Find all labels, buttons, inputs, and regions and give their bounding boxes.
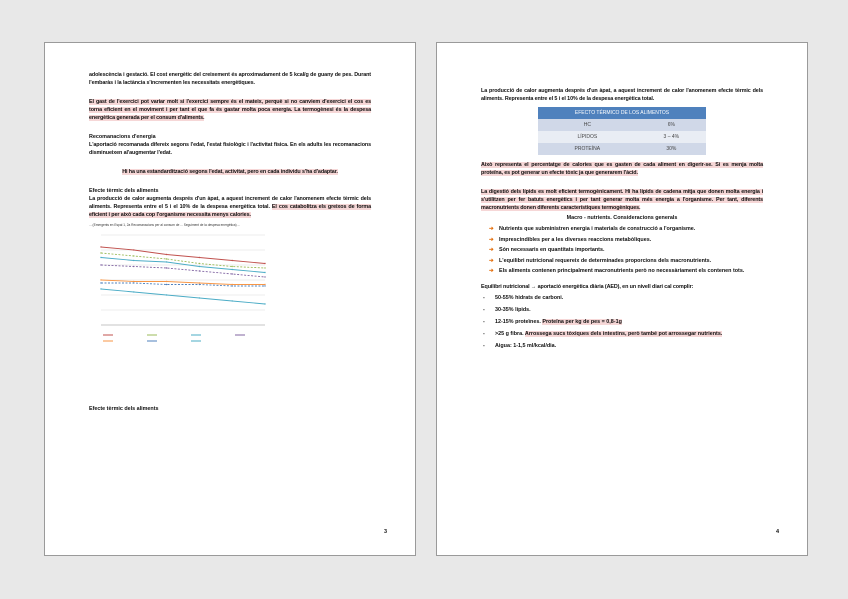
chart-point — [133, 291, 134, 292]
page-content — [89, 71, 371, 413]
list-item-text: Són necessaris en quantitats importants. — [499, 247, 605, 253]
arrow-bullet-icon: ➔ — [489, 247, 494, 253]
chart-series-line — [101, 289, 265, 304]
chart-point — [264, 267, 265, 268]
dash-bullet-icon: - — [483, 319, 485, 325]
arrow-bullet-icon: ➔ — [489, 226, 494, 232]
table-row — [538, 143, 706, 155]
chart-point — [133, 260, 134, 261]
list-item — [489, 257, 763, 265]
chart-point — [232, 273, 233, 274]
table-cell-value: 3 – 4% — [637, 131, 706, 143]
document-page-left — [44, 42, 416, 556]
list-item-text: Nutrients que subministren energia i materials de construcció a l'organisme. — [499, 226, 696, 232]
dash-bullet-icon: - — [483, 331, 485, 337]
list-item — [483, 318, 763, 326]
chart-point — [100, 246, 101, 247]
document-page-right — [436, 42, 808, 556]
chart-point — [199, 270, 200, 271]
table-cell-value: 30% — [637, 143, 706, 155]
chart-grid — [101, 235, 265, 325]
chart-point — [166, 267, 167, 268]
list-item-text: L'equilibri nutricional requereix de determinades proporcions dels macronutrients. — [499, 257, 712, 264]
paragraph-recommendations: L'aportació recomanada difereix segons l'edat, l'estat fisiològic i l'activitat física. En els adults les recomanacions disminueixen al'augmentar l'edat. — [89, 142, 371, 156]
list-item-highlight: Proteïna per kg de pes = 0,8-1g — [542, 319, 622, 325]
balance-list — [481, 294, 763, 350]
dash-bullet-icon: - — [483, 343, 485, 349]
list-item — [489, 236, 763, 244]
list-item-text: >25 g fibra. — [495, 331, 525, 337]
thermal-effect-table — [538, 107, 706, 155]
paragraph-exercise-highlight: El gast de l'exercici pot variar molt si l'exercici sempre és el mateix, perquè si no canviem d'exercici el cos es torna eficient en el moviment i per tant el que fa és gastar molta poca energia. La termogènesi és la despesa energètica generada per el consum d'aliments. — [89, 99, 371, 121]
table-header: EFECTO TÉRMICO DE LOS ALIMENTOS — [538, 107, 706, 119]
chart-point — [199, 282, 200, 283]
chart-point — [166, 284, 167, 285]
heading-macronutrients: Macro - nutrients. Consideracions generals — [566, 215, 678, 221]
chart-point — [264, 276, 265, 277]
chart-point — [133, 282, 134, 283]
chart-point — [100, 288, 101, 289]
arrow-bullet-icon: ➔ — [489, 257, 494, 264]
heading-recommendations: Recomanacions d'energia — [89, 134, 156, 140]
table-cell-label: PROTEÍNA — [538, 143, 637, 155]
chart-point — [232, 266, 233, 267]
page-content — [481, 87, 763, 354]
heading-thermal-effect: Efecte tèrmic dels aliments — [89, 188, 159, 194]
chart-point — [199, 266, 200, 267]
dash-bullet-icon: - — [483, 307, 485, 313]
chart-point — [232, 284, 233, 285]
chart-point — [100, 252, 101, 253]
chart-point — [232, 260, 233, 261]
thermal-effect-text: La producció de calor augmenta després d'un àpat, a aquest increment de calor l'anomenem efecte tèrmic dels aliments. Representa entre el 5 i el 10% de la despesa energètica total. — [89, 196, 371, 210]
chart-point — [166, 294, 167, 295]
chart-point — [264, 303, 265, 304]
chart-point — [100, 279, 101, 280]
chart-lines — [100, 246, 265, 304]
chart-point — [232, 300, 233, 301]
paragraph-calories-highlight: Això representa el percentatge de calories que es gasten de cada aliment en digerir-se. Si es menja molta proteïna, es pot generar un efecte tòxic ja que generarem l'àcid. — [481, 162, 763, 176]
page-number: 3 — [383, 529, 387, 535]
list-item-text: Imprescindibles per a les diverses reaccions metabòliques. — [499, 236, 652, 243]
paragraph-intro: La producció de calor augmenta després d'un àpat, a aquest increment de calor l'anomenem efecte tèrmic dels aliments. Representa entre el 5 i el 10% de la despesa energètica total. — [481, 88, 763, 102]
dash-bullet-icon: - — [483, 295, 485, 301]
chart-point — [166, 261, 167, 262]
line-chart — [89, 229, 285, 347]
table-cell-value: 6% — [637, 119, 706, 131]
recommendation-note-highlight: Hi ha una estandardització segons l'edat, activitat, pero en cada individu s'ha d'adaptar. — [122, 169, 338, 175]
chart-point — [100, 282, 101, 283]
list-item — [489, 267, 763, 275]
list-item-text: 50-55% hidrats de carboni. — [495, 295, 564, 301]
paragraph-lipids-highlight: La digestió dels lípids es molt eficient termogènicament. Hi ha lípids de cadena mitja que donen molta energia i s'utilitzen per fer batuts energètics i per tant generar molta més energia a l'organisme. Per tant, diferents macronutrients donen diferents característiques termogèniques. — [481, 189, 763, 211]
table-row — [538, 131, 706, 143]
table-row — [538, 119, 706, 131]
chart-caption: ... (Emergents en Espai 1, 2a Recomanacions per al consum de ... Seguiment de la despesa energètica) ... — [89, 223, 241, 227]
chart-point — [199, 284, 200, 285]
chart-point — [199, 257, 200, 258]
list-item — [489, 225, 763, 233]
paragraph-thermal-effect — [89, 195, 371, 219]
arrow-bullet-icon: ➔ — [489, 236, 494, 243]
list-item-text: 30-35% lípids. — [495, 307, 531, 313]
chart-point — [166, 258, 167, 259]
chart-series-line — [101, 280, 265, 285]
list-item — [483, 306, 763, 314]
line-chart-figure — [89, 223, 285, 359]
list-item — [483, 342, 763, 350]
list-item — [489, 246, 763, 254]
chart-point — [264, 285, 265, 286]
chart-point — [133, 281, 134, 282]
paragraph-nutritional-balance: Equilibri nutricional → aportació energètica diària (AED), en un nivell diari cal complir: — [481, 284, 694, 290]
chart-point — [100, 264, 101, 265]
chart-point — [166, 254, 167, 255]
chart-point — [264, 263, 265, 264]
table-cell-label: LÍPIDOS — [538, 131, 637, 143]
chart-point — [100, 257, 101, 258]
chart-point — [133, 266, 134, 267]
list-item-highlight: Arrossega sucs tòxiques dels intestins, però també pot arrossegar nutrients. — [524, 331, 723, 337]
chart-point — [166, 281, 167, 282]
chart-point — [133, 249, 134, 250]
chart-point — [232, 269, 233, 270]
footer-heading-thermal-effect: Efecte tèrmic dels aliments — [89, 406, 159, 412]
chart-point — [264, 272, 265, 273]
chart-legend — [103, 335, 245, 341]
macronutrient-list — [481, 225, 763, 275]
page-number: 4 — [775, 529, 779, 535]
table-cell-label: HC — [538, 119, 637, 131]
list-item-text: Aigua: 1-1,5 ml/kcal/dia. — [495, 343, 557, 349]
chart-point — [232, 285, 233, 286]
list-item — [483, 294, 763, 302]
arrow-bullet-icon: ➔ — [489, 268, 494, 274]
thermal-effect-highlight: El cos catabolitza els greixos de forma eficient i per això cada cop l'organisme necessita menys calories. — [89, 204, 371, 218]
paragraph-growth: adolescència i gestació. El cost energètic del creixement és aproximadament de 5 kcal/g de guany de pes. Durant l'embaràs i la lactància s'incrementen les necessitats energètiques. — [89, 72, 371, 86]
list-item-text: Els aliments contenen principalment macronutrients però no necessàriament els contenen tots. — [499, 268, 745, 274]
list-item — [483, 330, 763, 338]
list-item-text: 12-15% proteïnes. — [495, 319, 543, 325]
chart-point — [264, 284, 265, 285]
chart-point — [199, 263, 200, 264]
chart-point — [133, 255, 134, 256]
chart-point — [199, 297, 200, 298]
